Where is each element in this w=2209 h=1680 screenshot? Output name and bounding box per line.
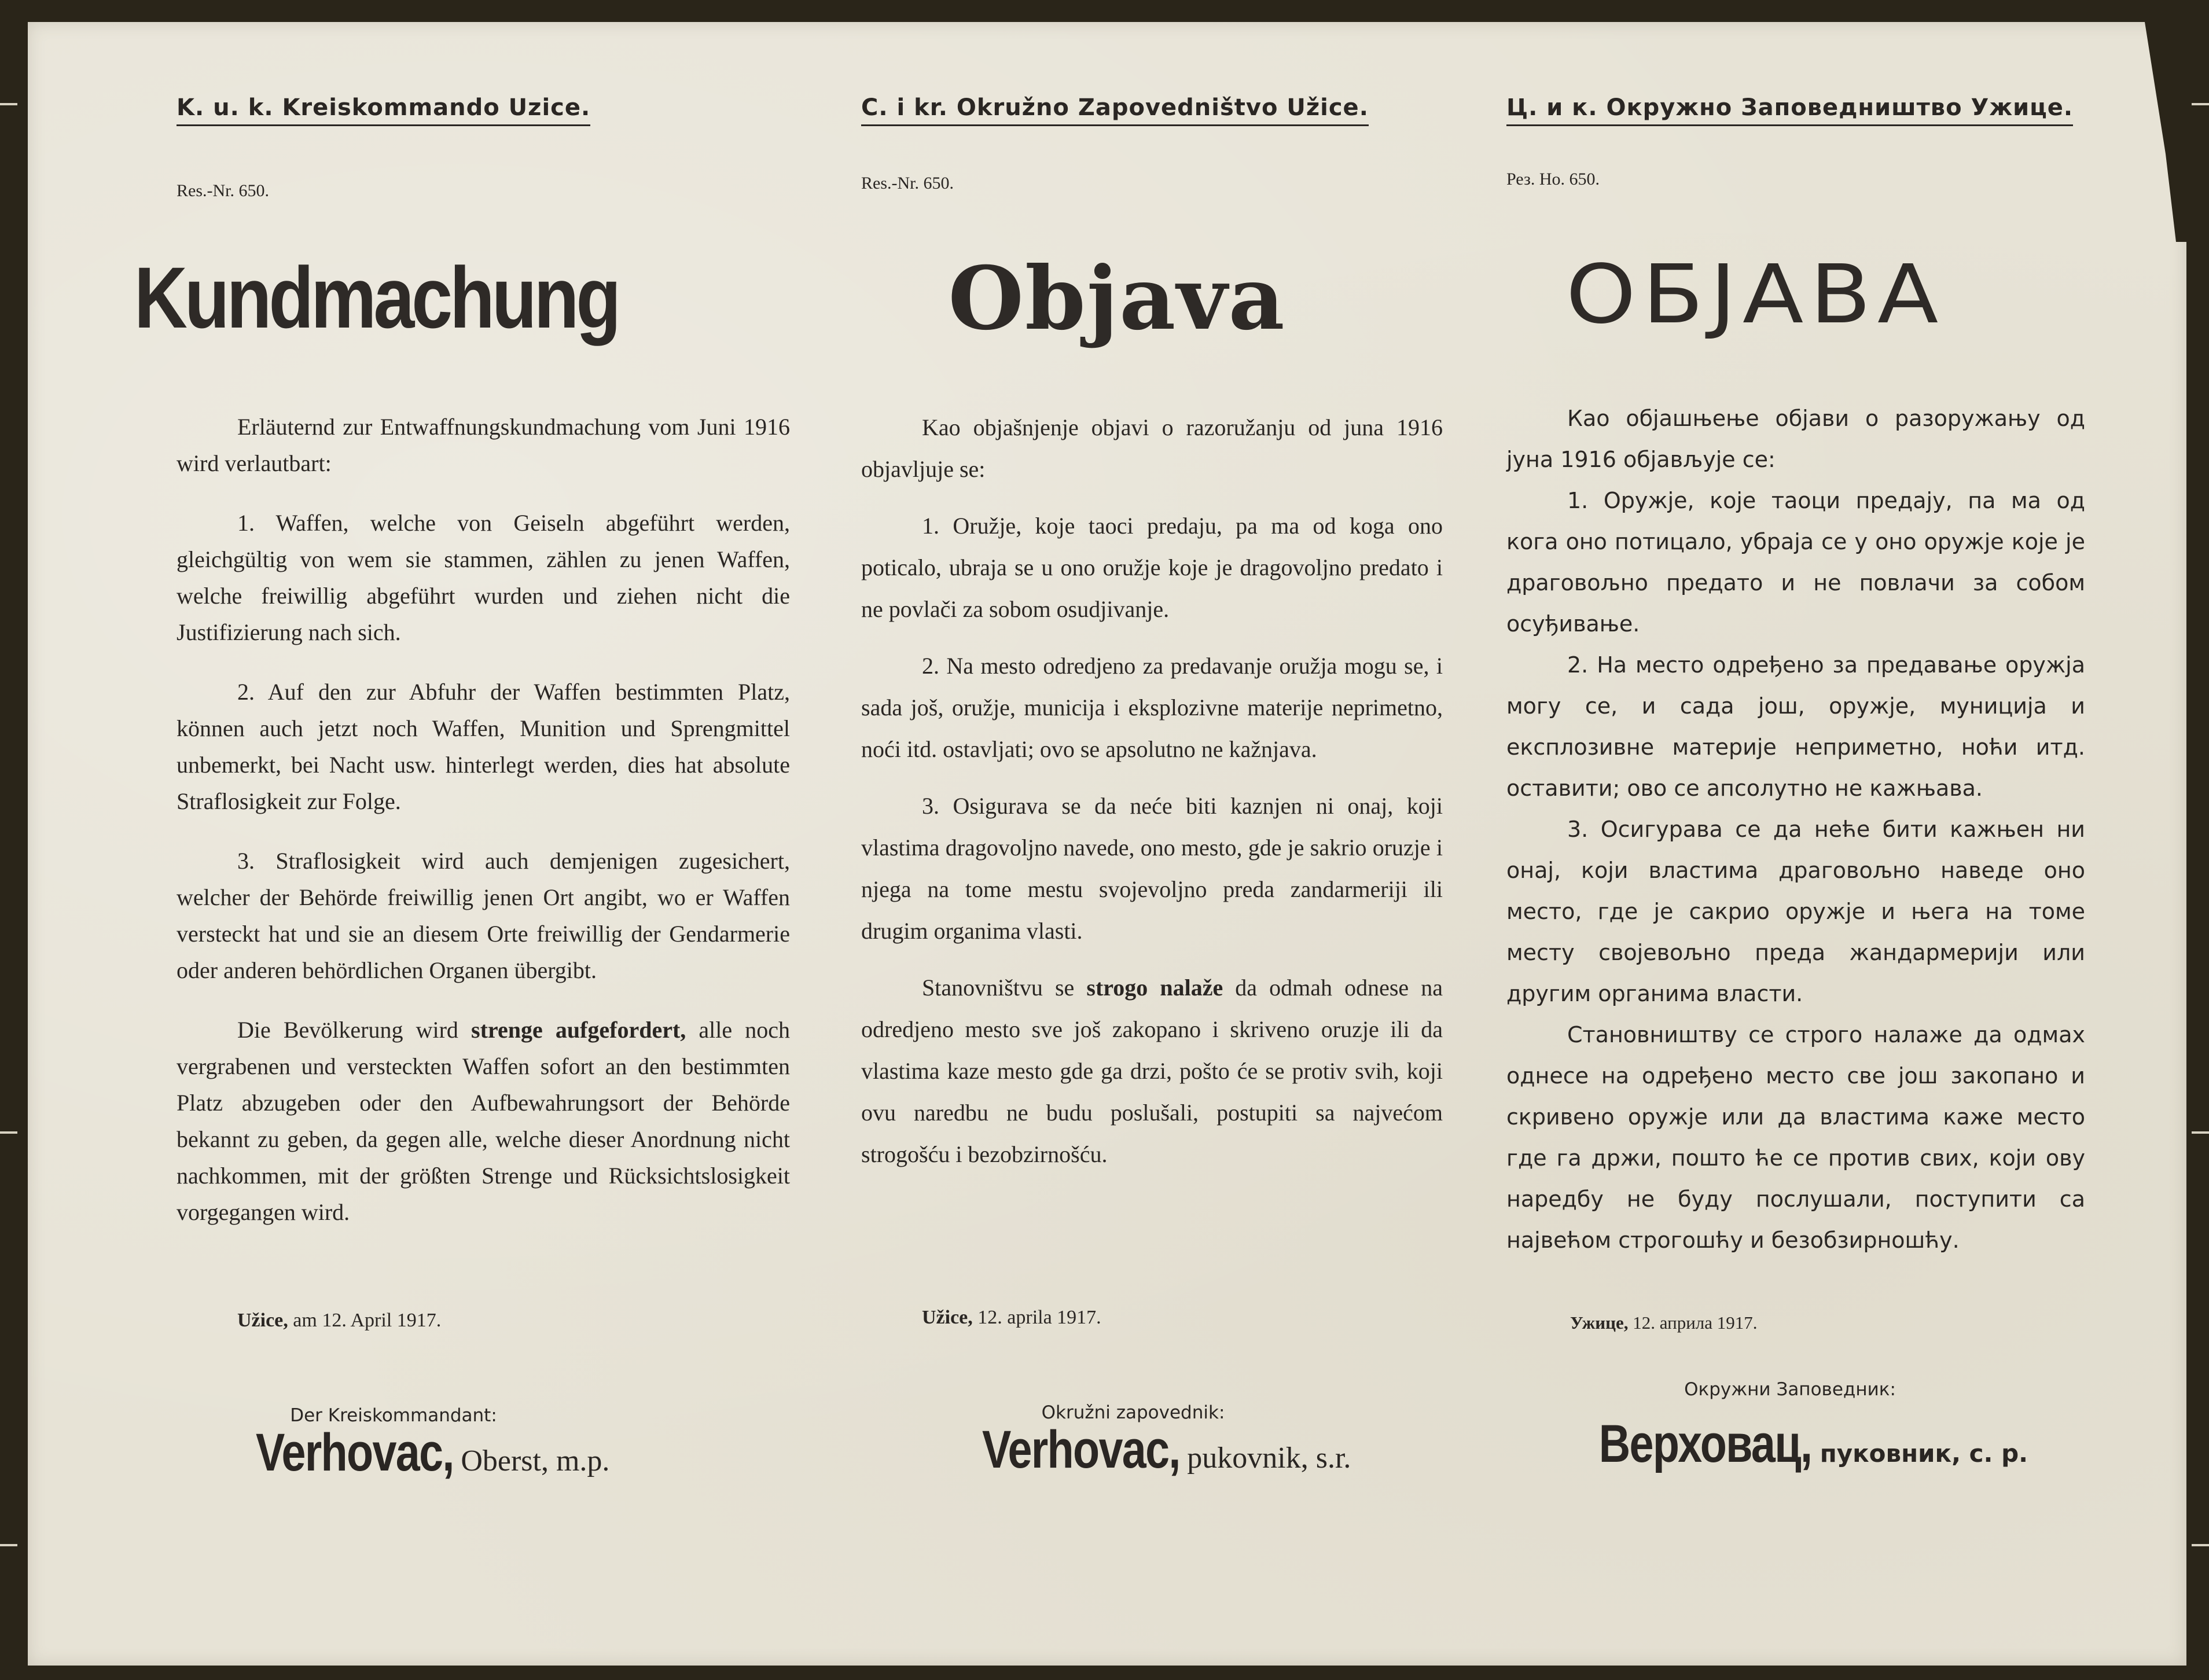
heading: ОБЈАВА [1565, 248, 1945, 342]
final-text-start: Становништву се строго налаже да одмах однесе на одређено место све још закопано и скривено оружје или да властима каже место где га држи, пошто ће се против свих, који ову наредбу не буду послушали, поступити са највећом строгошћу и безобзирношћу. [1506, 1022, 2085, 1253]
date-place: Užice, [237, 1310, 288, 1331]
reference-number: Res.-Nr. 650. [177, 181, 269, 200]
frame-tick [2192, 1131, 2209, 1134]
date-text: 12. априла 1917. [1628, 1313, 1758, 1333]
heading: Objava [948, 248, 1286, 350]
final-emphasis: strogo nalaže [1086, 975, 1223, 1001]
paragraph-final [177, 1012, 790, 1230]
signer-title: Der Kreiskommandant: [290, 1405, 497, 1426]
dateline [237, 1310, 441, 1332]
torn-corner [2117, 22, 2186, 242]
body-text [861, 407, 1443, 1190]
paragraph-2: 2. На место одређено за предавање оружја могу се, и сада још, оружје, муниција и експлозивне материје неприметно, ноћи итд. оставити; ово се апсолутно не кажњава. [1506, 652, 2085, 801]
paragraph-final [861, 967, 1443, 1175]
reference-number: Рез. Но. 650. [1506, 170, 1600, 189]
paragraph-intro: Erläuternd zur Entwaffnungskundmachung vom Juni 1916 wird verlautbart: [177, 414, 790, 476]
dateline [1570, 1313, 1758, 1333]
signer-name: Verhovac, [982, 1420, 1180, 1479]
dateline [922, 1307, 1101, 1329]
paragraph-1: 1. Waffen, welche von Geiseln abgeführt werden, gleichgültig von wem sie stammen, zählen zu jenen Waffen, welche freiwillig abgeführt wurden und ziehen nicht die Justifizierung nach sich. [177, 510, 790, 645]
signer-rank: пуковник, с. р. [1811, 1439, 2028, 1468]
signature [838, 1420, 1451, 1480]
paragraph-2: 2. Auf den zur Abfuhr der Waffen bestimmten Platz, können auch jetzt noch Waffen, Munition und Sprengmittel unbemerkt, bei Nacht usw. hinterlegt werden, dies hat absolute Straflosigkeit zur Folge. [177, 679, 790, 814]
header-title: C. i kr. Okružno Zapovedništvo Užice. [861, 94, 1369, 126]
paragraph-1: 1. Оружје, које таоци предају, па ма од кога оно потицало, убраја се у оно оружје које је драговољно предато и не повлачи за собом осуђивање. [1506, 488, 2085, 637]
date-place: Ужице, [1570, 1313, 1629, 1333]
header-title: Ц. и к. Окружно Заповедништво Ужице. [1506, 94, 2073, 126]
final-emphasis: strenge aufgefordert, [471, 1017, 686, 1043]
paragraph-3: 3. Osigurava se da neće biti kaznjen ni onaj, koji vlastima dragovoljno navede, ono mesto, gde je sakrio oruzje i njega na tome mestu svojevoljno preda zandarmeriji ili drugim organima vlasti. [861, 793, 1443, 944]
date-text: 12. aprila 1917. [972, 1307, 1101, 1328]
signer-name: Верховац, [1598, 1414, 1812, 1473]
body-text [1506, 398, 2085, 1261]
paragraph-final [1506, 1014, 2085, 1261]
signer-rank: Oberst, m.p. [453, 1444, 610, 1477]
heading: Kundmachung [134, 249, 619, 346]
paragraph-3: 3. Осигурава се да неће бити кажњен ни онај, који властима драговољно наведе оно место, где је сакрио оружје и њега на томе месту својевољно преда жандармерији или другим органима власти. [1506, 817, 2085, 1006]
paragraph-intro: Као објашњење објави о разоружању од јуна 1916 објављује се: [1506, 406, 2085, 472]
paragraph-intro: Kao objašnjenje objavi o razoružanju od juna 1916 objavljuje se: [861, 414, 1443, 482]
body-text [177, 409, 790, 1253]
reference-number: Res.-Nr. 650. [861, 174, 954, 193]
frame-tick [2192, 1544, 2209, 1546]
signer-rank: pukovnik, s.r. [1179, 1442, 1351, 1475]
final-text-end: da odmah odnese na odredjeno mesto sve još zakopano i skriveno oruzje ili da vlastima kaze mesto gde ga drzi, pošto će se protiv svih, koji ovu naredbu ne budu poslušali, postupiti sa najvećom strogošću i bezobzirnošću. [861, 975, 1443, 1167]
final-text-start: Stanovništvu se [922, 975, 1087, 1001]
header-title: K. u. k. Kreiskommando Uzice. [177, 94, 590, 126]
frame-tick [0, 1544, 17, 1546]
signature [1483, 1414, 2097, 1475]
final-text-end: alle noch vergrabenen und versteckten Waffen sofort an den bestimmten Platz abzugeben oder den Aufbewahrungsort der Behörde bekannt zu geben, da gegen alle, welche dieser Anordnung nicht nachkommen, mit der größten Strenge und Rücksichtslosigkeit vorgegangen wird. [177, 1017, 790, 1225]
signer-title: Okružni zapovednik: [1041, 1402, 1225, 1423]
signature [104, 1422, 718, 1483]
frame-tick [0, 103, 17, 105]
frame-tick [0, 1131, 17, 1134]
frame-tick [2192, 103, 2209, 105]
date-place: Užice, [922, 1307, 973, 1328]
paragraph-3: 3. Straflosigkeit wird auch demjenigen zugesichert, welcher der Behörde freiwillig jenen Ort angibt, wo er Waffen versteckt hat und sie an diesem Orte freiwillig der Gendarmerie oder anderen behördlichen Organen übergibt. [177, 848, 790, 983]
paragraph-1: 1. Oružje, koje taoci predaju, pa ma od koga ono poticalo, ubraja se u ono oružje koje je dragovoljno predato i ne povlači za sobom osudjivanje. [861, 513, 1443, 622]
final-text-start: Die Bevölkerung wird [237, 1017, 472, 1043]
paragraph-2: 2. Na mesto odredjeno za predavanje oružja mogu se, i sada još, oružje, municija i eksplozivne materije neprimetno, noći itd. ostavljati; ovo se apsolutno ne kažnjava. [861, 653, 1443, 762]
signer-name: Verhovac, [255, 1423, 454, 1482]
date-text: am 12. April 1917. [288, 1310, 442, 1331]
signer-title: Окружни Заповедник: [1684, 1379, 1896, 1400]
poster-sheet [28, 22, 2186, 1666]
